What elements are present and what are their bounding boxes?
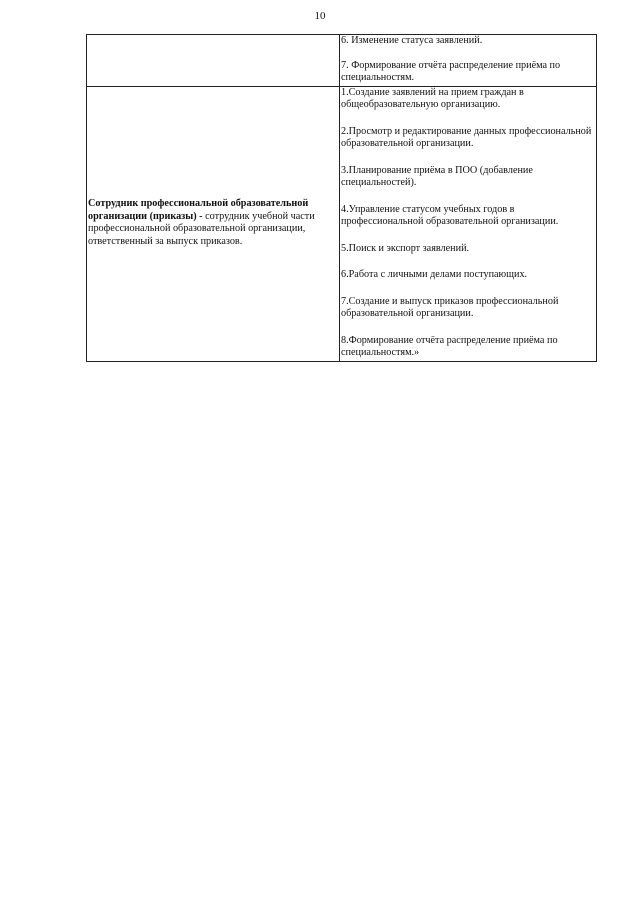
role-cell (87, 86, 340, 361)
table-row (87, 35, 597, 87)
functions-cell (340, 35, 597, 87)
function-item: 2.Просмотр и редактирование данных профессиональной образовательной организации. (341, 125, 592, 149)
function-item: 4.Управление статусом учебных годов в профессиональной образовательной организации. (341, 203, 559, 227)
function-item: 6. Изменение статуса заявлений. (341, 35, 483, 46)
function-item: 6.Работа с личными делами поступающих. (341, 269, 528, 280)
function-item: 7.Создание и выпуск приказов профессиональной образовательной организации. (341, 295, 559, 319)
function-item: 7. Формирование отчёта распределение приёма по специальностям. (341, 59, 561, 83)
role-cell (87, 35, 340, 87)
table-row (87, 86, 597, 361)
function-item: 8.Формирование отчёта распределение приёма по специальностям.» (341, 334, 558, 358)
page-number: 10 (314, 10, 326, 22)
function-item: 5.Поиск и экспорт заявлений. (341, 242, 470, 254)
roles-table (86, 34, 597, 362)
functions-cell (340, 86, 597, 361)
function-item: 3.Планирование приёма в ПОО (добавление специальностей). (341, 164, 533, 188)
function-item: 1.Создание заявлений на прием граждан в общеобразовательную организацию. (341, 86, 524, 110)
role-description: сотрудник учебной части профессиональной образовательной организации, ответственный за выпуск приказов. (88, 210, 315, 247)
role-title: Сотрудник профессиональной образовательной организации (приказы) - (88, 198, 309, 222)
